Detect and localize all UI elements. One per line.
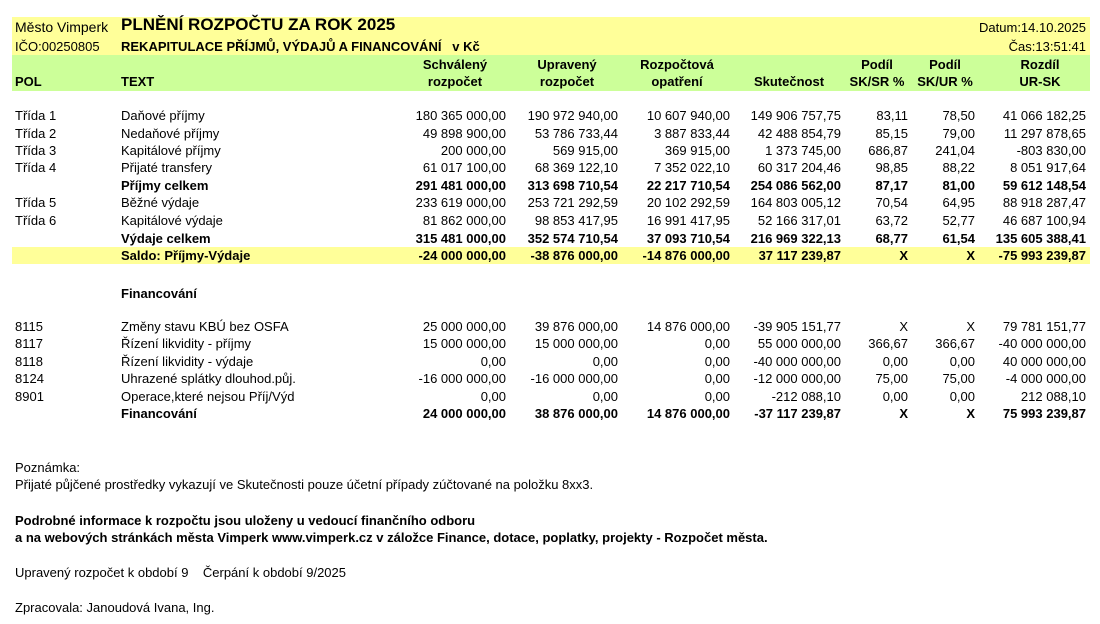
page-title: PLNĚNÍ ROZPOČTU ZA ROK 2025 [121, 15, 396, 34]
row-adjusted: 569 915,00 [552, 143, 618, 158]
row-actual: -12 000 000,00 [753, 371, 841, 386]
financing-row [0, 388, 1100, 405]
row-measures: 16 991 417,95 [646, 213, 730, 228]
row-approved: 0,00 [480, 389, 506, 404]
row-approved: 49 898 900,00 [422, 126, 506, 141]
row-share-ur: X [966, 406, 975, 421]
row-share-ur: 81,00 [942, 178, 975, 193]
table-row [0, 247, 1100, 264]
row-measures: 22 217 710,54 [646, 178, 730, 193]
row-actual: 1 373 745,00 [765, 143, 841, 158]
row-actual: 55 000 000,00 [757, 336, 841, 351]
row-adjusted: 0,00 [592, 354, 618, 369]
row-pol: Třída 5 [15, 195, 57, 210]
row-pol: 8118 [15, 354, 43, 369]
row-text: Přijaté transfery [121, 160, 213, 175]
row-text: Saldo: Příjmy-Výdaje [121, 248, 251, 263]
row-measures: 10 607 940,00 [646, 108, 730, 123]
row-share-sr: 63,72 [875, 213, 908, 228]
col-adjusted-1: Upravený [537, 57, 597, 72]
row-share-ur: X [966, 319, 975, 334]
row-text: Nedaňové příjmy [121, 126, 220, 141]
row-actual: -212 088,10 [771, 389, 841, 404]
row-difference: -803 830,00 [1016, 143, 1086, 158]
row-share-sr: 366,67 [868, 336, 908, 351]
row-pol: Třída 6 [15, 213, 57, 228]
row-share-ur: 79,00 [942, 126, 975, 141]
row-text: Řízení likvidity - výdaje [121, 354, 254, 369]
financing-section-title: Financování [121, 286, 197, 301]
row-actual: 216 969 322,13 [750, 231, 841, 246]
financing-row [0, 370, 1100, 387]
row-measures: -14 876 000,00 [642, 248, 730, 263]
row-text: Uhrazené splátky dlouhod.půj. [121, 371, 296, 386]
row-share-ur: X [966, 248, 975, 263]
row-measures: 20 102 292,59 [646, 195, 730, 210]
row-adjusted: 15 000 000,00 [534, 336, 618, 351]
row-pol: 8124 [15, 371, 44, 386]
row-share-sr: X [899, 248, 908, 263]
row-measures: 37 093 710,54 [646, 231, 730, 246]
row-difference: 11 297 878,65 [1003, 126, 1086, 141]
row-approved: 315 481 000,00 [415, 231, 506, 246]
row-adjusted: 253 721 292,59 [527, 195, 618, 210]
row-difference: 75 993 239,87 [1002, 406, 1086, 421]
row-pol: 8901 [15, 389, 44, 404]
row-share-ur: 75,00 [942, 371, 975, 386]
row-share-ur: 366,67 [935, 336, 975, 351]
info-line-1: Podrobné informace k rozpočtu jsou uloženy u vedoucí finančního odboru [15, 513, 476, 528]
table-row [0, 125, 1100, 142]
table-row [0, 177, 1100, 194]
row-share-ur: 61,54 [942, 231, 975, 246]
row-actual: 254 086 562,00 [750, 178, 841, 193]
table-row [0, 194, 1100, 211]
col-difference-1: Rozdíl [1020, 57, 1060, 72]
col-share-ur-2: SK/UR % [917, 74, 973, 89]
col-difference-2: UR-SK [1019, 74, 1061, 89]
row-adjusted: 68 369 122,10 [534, 160, 618, 175]
row-pol: Třída 3 [15, 143, 57, 158]
row-share-ur: 0,00 [949, 389, 975, 404]
row-text: Příjmy celkem [121, 178, 209, 193]
row-actual: 60 317 204,46 [757, 160, 841, 175]
row-measures: 14 876 000,00 [646, 319, 730, 334]
row-text: Změny stavu KBÚ bez OSFA [121, 319, 289, 334]
row-actual: 42 488 854,79 [757, 126, 841, 141]
row-adjusted: 38 876 000,00 [534, 406, 618, 421]
report-date: Datum:14.10.2025 [979, 20, 1086, 35]
row-actual: -40 000 000,00 [753, 354, 841, 369]
report-subtitle: REKAPITULACE PŘÍJMŮ, VÝDAJŮ A FINANCOVÁNÍ v Kč [121, 39, 480, 54]
note-text: Přijaté půjčené prostředky vykazují ve Skutečnosti pouze účetní případy zúčtované na položku 8xx3. [15, 477, 594, 492]
row-difference: 79 781 151,77 [1002, 319, 1086, 334]
row-approved: 200 000,00 [440, 143, 506, 158]
row-adjusted: 352 574 710,54 [527, 231, 618, 246]
financing-row [0, 353, 1100, 370]
row-measures: 0,00 [704, 336, 730, 351]
row-difference: 40 000 000,00 [1002, 354, 1086, 369]
city-name: Město Vimperk [15, 19, 109, 35]
row-text: Daňové příjmy [121, 108, 205, 123]
row-adjusted: 53 786 733,44 [534, 126, 618, 141]
row-share-sr: X [899, 319, 908, 334]
row-share-sr: 87,17 [875, 178, 908, 193]
row-share-sr: 75,00 [875, 371, 908, 386]
row-text: Výdaje celkem [121, 231, 211, 246]
row-measures: 3 887 833,44 [654, 126, 730, 141]
col-adjusted-2: rozpočet [539, 74, 595, 89]
row-share-ur: 0,00 [949, 354, 975, 369]
row-share-ur: 78,50 [942, 108, 975, 123]
row-difference: 8 051 917,64 [1010, 160, 1086, 175]
row-difference: -4 000 000,00 [1005, 371, 1086, 386]
row-pol: Třída 1 [15, 108, 57, 123]
row-measures: 369 915,00 [664, 143, 730, 158]
col-approved-1: Schválený [422, 57, 488, 72]
row-actual: 37 117 239,87 [758, 248, 841, 263]
row-measures: 7 352 022,10 [654, 160, 730, 175]
row-share-sr: 0,00 [882, 354, 908, 369]
row-text: Kapitálové příjmy [121, 143, 221, 158]
row-approved: 233 619 000,00 [415, 195, 506, 210]
row-adjusted: -38 876 000,00 [530, 248, 618, 263]
row-approved: 291 481 000,00 [415, 178, 506, 193]
financing-row [0, 405, 1100, 422]
row-pol: Třída 2 [15, 126, 57, 141]
row-approved: 180 365 000,00 [415, 108, 506, 123]
row-difference: 46 687 100,94 [1002, 213, 1086, 228]
note-label: Poznámka: [15, 460, 81, 475]
row-difference: 41 066 182,25 [1002, 108, 1086, 123]
row-measures: 14 876 000,00 [646, 406, 730, 421]
table-row [0, 142, 1100, 159]
row-difference: 212 088,10 [1020, 389, 1086, 404]
col-measures-2: opatření [651, 74, 703, 89]
row-measures: 0,00 [704, 389, 730, 404]
period-line: Upravený rozpočet k období 9 Čerpání k období 9/2025 [15, 565, 346, 580]
row-share-ur: 64,95 [942, 195, 975, 210]
row-difference: 88 918 287,47 [1002, 195, 1086, 210]
row-difference: 59 612 148,54 [1002, 178, 1086, 193]
row-approved: 24 000 000,00 [422, 406, 506, 421]
row-share-sr: 0,00 [882, 389, 908, 404]
row-actual: -37 117 239,87 [754, 406, 841, 421]
row-approved: 61 017 100,00 [422, 160, 506, 175]
table-row [0, 159, 1100, 176]
ico-number: IČO:00250805 [15, 39, 100, 54]
row-difference: 135 605 388,41 [995, 231, 1086, 246]
row-share-sr: 83,11 [876, 108, 908, 123]
row-approved: 15 000 000,00 [422, 336, 506, 351]
financing-row [0, 335, 1100, 352]
row-measures: 0,00 [704, 354, 730, 369]
row-pol: Třída 4 [15, 160, 57, 175]
row-approved: -24 000 000,00 [418, 248, 506, 263]
row-actual: 149 906 757,75 [750, 108, 841, 123]
row-pol: 8117 [15, 336, 43, 351]
row-share-sr: 70,54 [875, 195, 908, 210]
row-text: Řízení likvidity - příjmy [121, 336, 252, 351]
col-actual: Skutečnost [753, 74, 825, 89]
row-share-ur: 241,04 [935, 143, 975, 158]
row-difference: -75 993 239,87 [998, 248, 1086, 263]
row-share-ur: 52,77 [942, 213, 975, 228]
col-share-sr-1: Podíl [861, 57, 893, 72]
col-measures-1: Rozpočtová [640, 57, 714, 72]
row-actual: -39 905 151,77 [753, 319, 841, 334]
col-approved-2: rozpočet [427, 74, 483, 89]
row-approved: 25 000 000,00 [422, 319, 506, 334]
row-share-sr: X [899, 406, 908, 421]
info-line-2: a na webových stránkách města Vimperk www.vimperk.cz v záložce Finance, dotace, poplatky, projekty - Rozpočet města. [15, 530, 768, 545]
row-adjusted: 313 698 710,54 [527, 178, 618, 193]
row-difference: -40 000 000,00 [998, 336, 1086, 351]
row-share-ur: 88,22 [942, 160, 975, 175]
col-share-ur-1: Podíl [929, 57, 961, 72]
row-measures: 0,00 [704, 371, 730, 386]
table-row [0, 230, 1100, 247]
row-text: Operace,které nejsou Příj/Výd [121, 389, 295, 404]
row-adjusted: 0,00 [592, 389, 618, 404]
row-text: Kapitálové výdaje [121, 213, 223, 228]
row-share-sr: 686,87 [868, 143, 908, 158]
financing-row [0, 318, 1100, 335]
col-pol: POL [15, 74, 42, 89]
row-actual: 52 166 317,01 [757, 213, 841, 228]
row-approved: 0,00 [480, 354, 506, 369]
col-share-sr-2: SK/SR % [849, 74, 905, 89]
row-text: Financování [121, 406, 197, 421]
row-pol: 8115 [15, 319, 43, 334]
row-approved: -16 000 000,00 [418, 371, 506, 386]
table-row [0, 212, 1100, 229]
row-adjusted: 190 972 940,00 [527, 108, 618, 123]
report-time: Čas:13:51:41 [1008, 39, 1086, 54]
row-adjusted: 39 876 000,00 [534, 319, 618, 334]
author-line: Zpracovala: Janoudová Ivana, Ing. [15, 600, 215, 615]
row-share-sr: 68,77 [875, 231, 908, 246]
row-share-sr: 98,85 [875, 160, 908, 175]
table-row [0, 107, 1100, 124]
row-approved: 81 862 000,00 [422, 213, 506, 228]
row-text: Běžné výdaje [121, 195, 200, 210]
row-share-sr: 85,15 [875, 126, 908, 141]
row-actual: 164 803 005,12 [750, 195, 841, 210]
col-text: TEXT [121, 74, 155, 89]
row-adjusted: -16 000 000,00 [530, 371, 618, 386]
row-adjusted: 98 853 417,95 [534, 213, 618, 228]
